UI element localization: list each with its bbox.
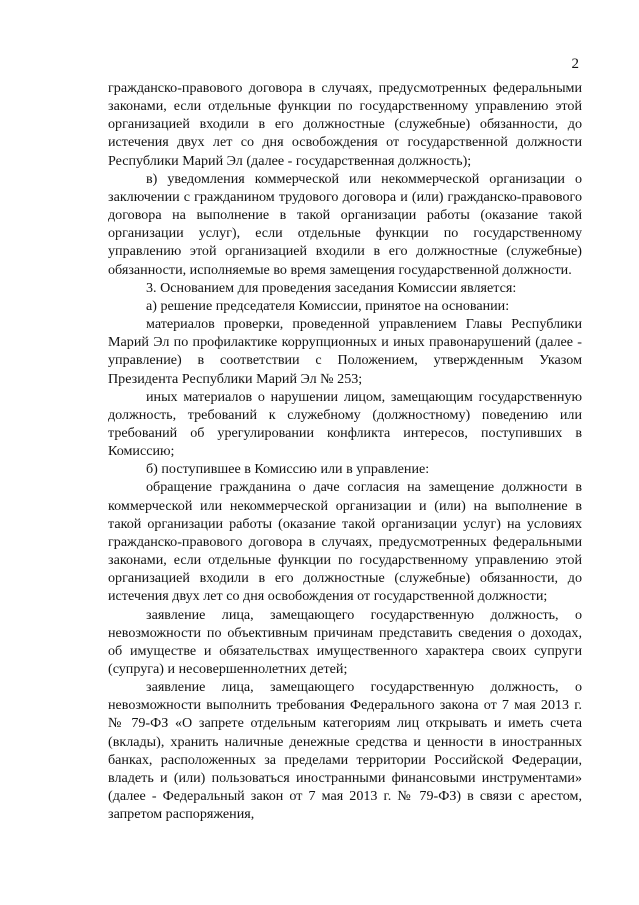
paragraph-section-3: 3. Основанием для проведения заседания Комиссии является:	[146, 279, 517, 296]
paragraph-item-v: в) уведомления коммерческой или некоммерческой организации о заключении с гражданином трудового договора и (или) гражданско-правового договора на выполнение в такой организации работы (оказание такой организации услуг), если отдельные функции по государственному управлению этой организацией входили в его должностные (служебные) обязанности, исполняемые во время замещения государственной должности.	[108, 170, 582, 278]
paragraph-item-a: а) решение председателя Комиссии, принятое на основании:	[146, 297, 510, 314]
page-number: 2	[571, 56, 579, 72]
paragraph-item-b: б) поступившее в Комиссию или в управление:	[146, 461, 430, 478]
paragraph-continuation: гражданско-правового договора в случаях, предусмотренных федеральными законами, если отдельные функции по государственному управлению этой организацией входили в его должностные (служебные) обязанности, до истечения двух лет со дня освобождения от государственной должности Республики Марий Эл (далее - государственная должность);	[108, 80, 582, 169]
paragraph-statement-income: заявление лица, замещающего государственную должность, о невозможности по объективным причинам представить сведения о доходах, об имуществе и обязательствах имущественного характера своих супруги (супруга) и несовершеннолетних детей;	[108, 606, 582, 677]
paragraph-statement-foreign-accounts: заявление лица, замещающего государственную должность, о невозможности выполнить требования Федерального закона от 7 мая 2013 г. № 79-ФЗ «О запрете отдельным категориям лиц открывать и иметь счета (вклады), хранить наличные денежные средства и ценности в иностранных банках, расположенных за пределами территории Российской Федерации, владеть и (или) пользоваться иностранными финансовыми инструментами» (далее - Федеральный закон от 7 мая 2013 г. № 79-ФЗ) в связи с арестом, запретом распоряжения,	[108, 679, 582, 823]
paragraph-audit-materials: материалов проверки, проведенной управлением Главы Республики Марий Эл по профилактике коррупционных и иных правонарушений (далее - управление) в соответствии с Положением, утвержденным Указом Президента Республики Марий Эл № 253;	[108, 316, 582, 387]
document-body	[108, 79, 582, 823]
paragraph-citizen-appeal: обращение гражданина о даче согласия на замещение должности в коммерческой или некоммерческой организации и (или) на выполнение в такой организации работы (оказание такой организации услуг) на условиях гражданско-правового договора в случаях, предусмотренных федеральными законами, если отдельные функции по государственному управлению этой организацией входили в его должностные (служебные) обязанности, до истечения двух лет со дня освобождения от государственной должности;	[108, 479, 582, 605]
paragraph-other-materials: иных материалов о нарушении лицом, замещающим государственную должность, требований к служебному (должностному) поведению или требований об урегулировании конфликта интересов, поступивших в Комиссию;	[108, 388, 582, 460]
